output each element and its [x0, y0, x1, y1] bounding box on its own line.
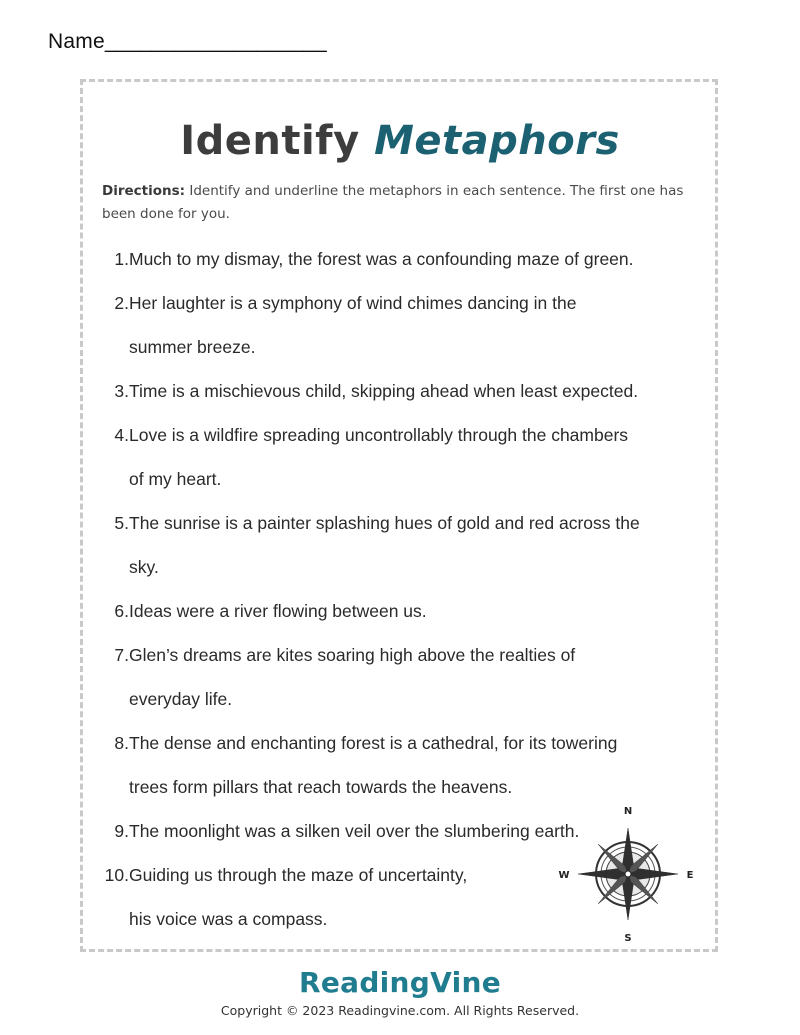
copyright: Copyright © 2023 Readingvine.com. All Rights Reserved. — [220, 1003, 580, 1018]
item-number: 3. — [114, 381, 129, 401]
list-item-continuation — [98, 545, 708, 589]
item-text: Time is a mischievous child, skipping ahead when least expected. — [129, 381, 639, 401]
list-item — [98, 633, 708, 677]
item-number: 2. — [114, 293, 129, 313]
item-number — [98, 765, 129, 809]
list-item-continuation — [98, 765, 708, 809]
item-number: 6. — [114, 601, 129, 621]
name-blank: ___________________ — [104, 30, 327, 53]
list-item-continuation — [98, 677, 708, 721]
list-item — [98, 721, 708, 765]
item-text: Guiding us through the maze of uncertainty, — [129, 865, 468, 885]
directions — [102, 180, 692, 226]
item-text: his voice was a compass. — [129, 909, 328, 929]
item-text: of my heart. — [129, 469, 222, 489]
item-number: 9. — [114, 821, 129, 841]
item-number: 5. — [114, 513, 129, 533]
name-field — [48, 30, 327, 54]
item-text: The moonlight was a silken veil over the slumbering earth. — [129, 821, 580, 841]
list-item-continuation — [98, 325, 708, 369]
compass-w: W — [558, 870, 570, 881]
list-item-continuation — [98, 457, 708, 501]
title-part-metaphors: Metaphors — [374, 118, 620, 164]
list-item — [98, 413, 708, 457]
item-number: 7. — [114, 645, 129, 665]
item-text: Ideas were a river flowing between us. — [129, 601, 427, 621]
compass-s: S — [624, 933, 632, 944]
directions-text: Identify and underline the metaphors in each sentence. The first one has been done for you. — [102, 183, 684, 222]
item-text: everyday life. — [129, 689, 233, 709]
list-item — [98, 369, 708, 413]
item-number: 10. — [104, 865, 129, 885]
directions-label: Directions: — [102, 183, 186, 199]
compass-n: N — [623, 806, 633, 817]
item-text: trees form pillars that reach towards the heavens. — [129, 777, 513, 797]
item-number: 4. — [114, 425, 129, 445]
item-number — [98, 677, 129, 721]
list-item — [98, 237, 708, 281]
item-text: Love is a wildfire spreading uncontrollably through the chambers — [129, 425, 629, 445]
item-text: The sunrise is a painter splashing hues of gold and red across the — [129, 513, 640, 533]
item-number — [98, 897, 129, 941]
name-label: Name — [48, 30, 105, 53]
item-number — [98, 457, 129, 501]
list-item — [98, 281, 708, 325]
compass-rose-icon — [555, 805, 700, 945]
item-text: The dense and enchanting forest is a cathedral, for its towering — [129, 733, 618, 753]
title-part-identify: Identify — [180, 118, 360, 164]
item-number: 8. — [114, 733, 129, 753]
item-number: 1. — [114, 249, 129, 269]
item-text: Much to my dismay, the forest was a confounding maze of green. — [129, 249, 634, 269]
item-number — [98, 325, 129, 369]
item-text: summer breeze. — [129, 337, 256, 357]
list-item — [98, 589, 708, 633]
item-text: Her laughter is a symphony of wind chimes dancing in the — [129, 293, 577, 313]
worksheet-title — [0, 118, 800, 164]
compass-e: E — [686, 870, 694, 881]
brand-logo: ReadingVine — [298, 966, 502, 999]
item-text: sky. — [129, 557, 159, 577]
item-number — [98, 545, 129, 589]
list-item — [98, 501, 708, 545]
item-text: Glen’s dreams are kites soaring high above the realties of — [129, 645, 576, 665]
